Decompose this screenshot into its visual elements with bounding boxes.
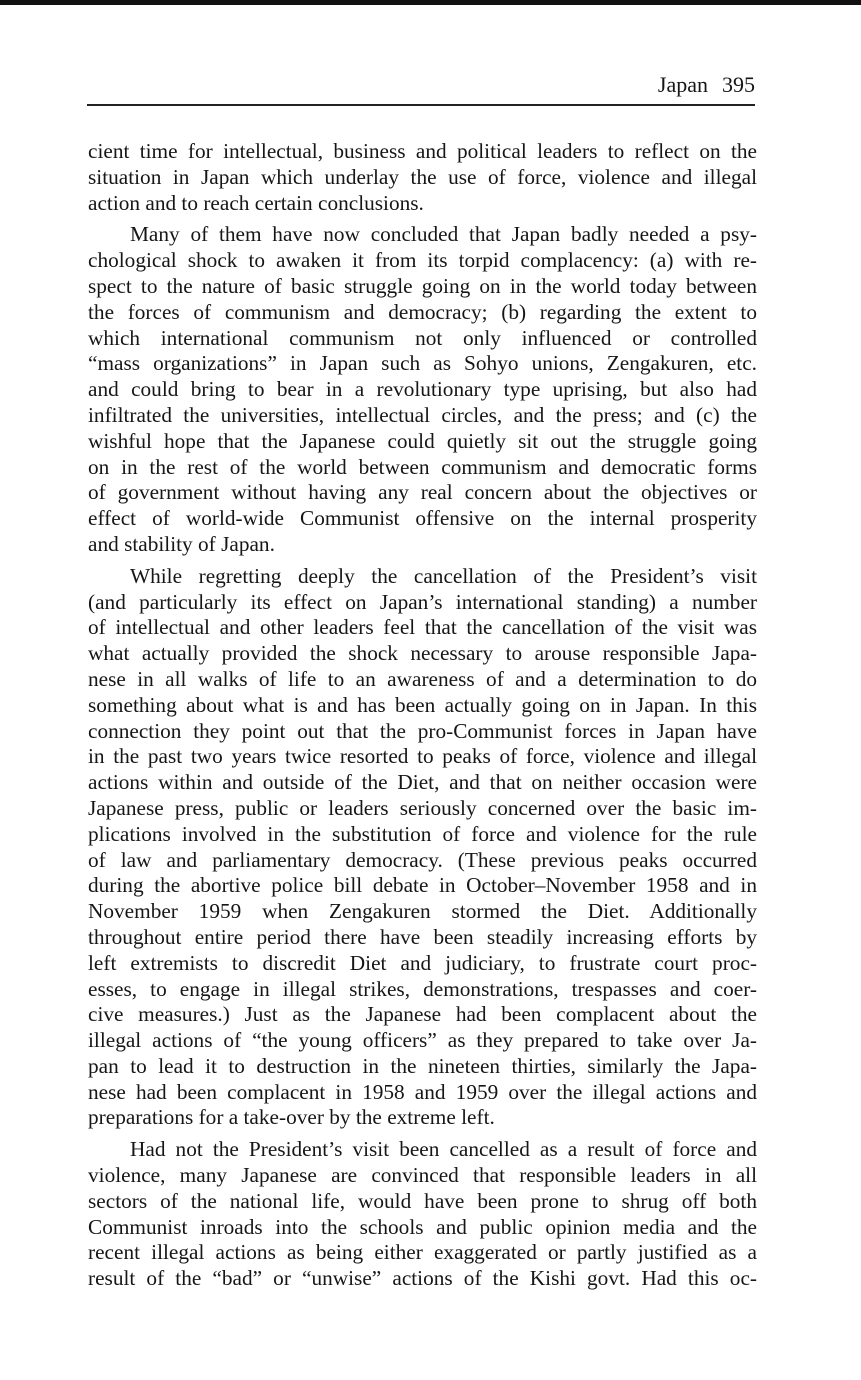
text-line: which international communism not only influenced or controlled — [88, 325, 757, 350]
text-line: in the past two years twice resorted to peaks of force, violence and illegal — [88, 744, 757, 769]
text-line: infiltrated the universities, intellectual circles, and the press; and (c) the — [88, 402, 757, 427]
text-line: recent illegal actions as being either exaggerated or partly justified as a — [88, 1240, 757, 1265]
header-rule — [87, 104, 755, 106]
text-line: plications involved in the substitution of force and violence for the rule — [88, 821, 757, 846]
text-line: (and particularly its effect on Japan’s international standing) a number — [88, 589, 757, 614]
text-line: pan to lead it to destruction in the nineteen thirties, similarly the Japa- — [88, 1053, 757, 1078]
text-line: the forces of communism and democracy; (b) regarding the extent to — [88, 299, 757, 324]
text-line: While regretting deeply the cancellation of the President’s visit — [130, 563, 757, 588]
text-line: sectors of the national life, would have been prone to shrug off both — [88, 1188, 757, 1213]
paragraph — [88, 222, 757, 557]
text-line: wishful hope that the Japanese could quietly sit out the struggle going — [88, 428, 757, 453]
text-line: cient time for intellectual, business and political leaders to reflect on the — [88, 139, 757, 163]
text-line: of government without having any real concern about the objectives or — [88, 480, 757, 505]
text-line: Many of them have now concluded that Japan badly needed a psy- — [130, 222, 757, 247]
text-line: preparations for a take-over by the extreme left. — [88, 1105, 495, 1130]
text-line: action and to reach certain conclusions. — [88, 190, 424, 215]
scan-top-border — [0, 0, 861, 5]
paragraph — [88, 139, 757, 216]
text-line: and could bring to bear in a revolutionary type uprising, but also had — [88, 377, 757, 402]
text-line: actions within and outside of the Diet, and that on neither occasion were — [88, 770, 757, 795]
page-number: 395 — [722, 72, 755, 97]
text-line: something about what is and has been actually going on in Japan. In this — [88, 692, 757, 717]
text-line: left extremists to discredit Diet and judiciary, to frustrate court proc- — [88, 950, 757, 975]
text-line: esses, to engage in illegal strikes, demonstrations, trespasses and coer- — [88, 976, 757, 1001]
running-title: Japan — [657, 72, 708, 97]
text-line: throughout entire period there have been steadily increasing efforts by — [88, 924, 757, 949]
text-line: chological shock to awaken it from its torpid complacency: (a) with re- — [88, 248, 757, 273]
paragraph — [88, 564, 757, 1132]
text-line: of intellectual and other leaders feel that the cancellation of the visit was — [88, 615, 757, 640]
text-line: effect of world-wide Communist offensive on the internal prosperity — [88, 506, 757, 531]
text-line: of law and parliamentary democracy. (These previous peaks occurred — [88, 847, 757, 872]
text-line: what actually provided the shock necessary to arouse responsible Japa- — [88, 641, 757, 666]
text-line: nese in all walks of life to an awareness of and a determination to do — [88, 666, 757, 691]
text-line: illegal actions of “the young officers” as they prepared to take over Ja- — [88, 1028, 757, 1053]
text-line: Had not the President’s visit been cancelled as a result of force and — [130, 1137, 757, 1162]
text-line: November 1959 when Zengakuren stormed the Diet. Additionally — [88, 899, 757, 924]
text-line: “mass organizations” in Japan such as Sohyo unions, Zengakuren, etc. — [88, 351, 757, 376]
running-header — [87, 72, 755, 102]
text-line: and stability of Japan. — [88, 531, 275, 556]
text-line: situation in Japan which underlay the use of force, violence and illegal — [88, 164, 757, 189]
text-line: during the abortive police bill debate in October–November 1958 and in — [88, 873, 757, 898]
text-line: nese had been complacent in 1958 and 1959 over the illegal actions and — [88, 1079, 757, 1104]
text-line: cive measures.) Just as the Japanese had been complacent about the — [88, 1002, 757, 1027]
body-text — [88, 139, 757, 1298]
paragraph — [88, 1137, 757, 1292]
text-line: Communist inroads into the schools and public opinion media and the — [88, 1214, 757, 1239]
text-line: Japanese press, public or leaders seriously concerned over the basic im- — [88, 795, 757, 820]
text-line: result of the “bad” or “unwise” actions of the Kishi govt. Had this oc- — [88, 1266, 757, 1291]
text-line: on in the rest of the world between communism and democratic forms — [88, 454, 757, 479]
text-line: connection they point out that the pro-Communist forces in Japan have — [88, 718, 757, 743]
text-line: spect to the nature of basic struggle going on in the world today between — [88, 273, 757, 298]
text-line: violence, many Japanese are convinced that responsible leaders in all — [88, 1163, 757, 1188]
